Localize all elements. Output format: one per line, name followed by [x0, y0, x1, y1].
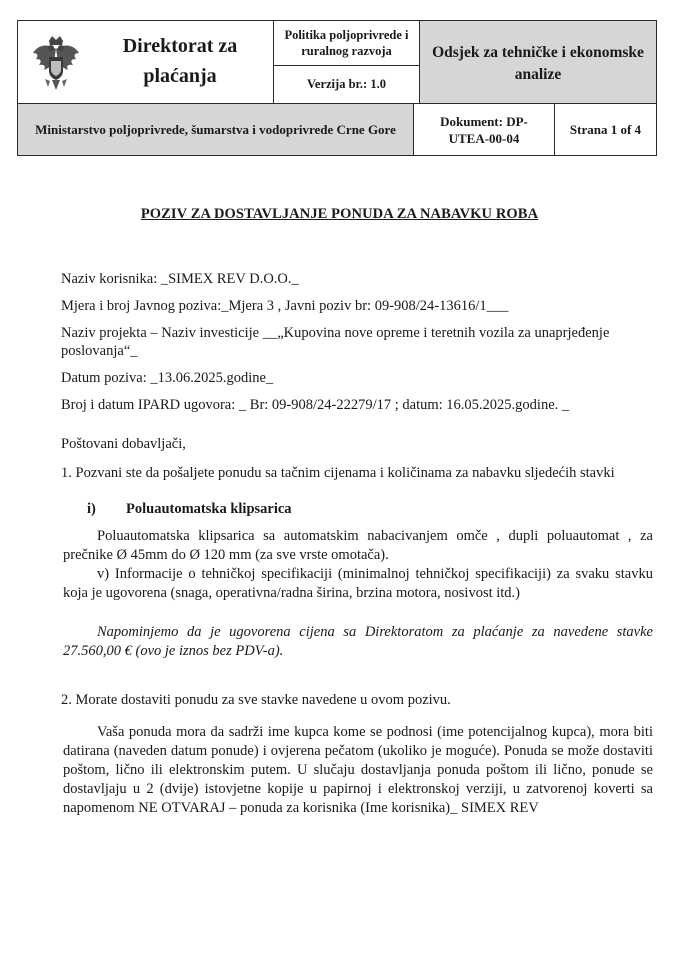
date-line: Datum poziva: _13.06.2025.godine_ — [61, 370, 274, 386]
page-number-cell — [554, 103, 657, 156]
contract-line: Broj i datum IPARD ugovora: _ Br: 09-908/24-22279/17 ; datum: 16.05.2025.godine. _ — [61, 397, 570, 413]
department-name: Odsjek za tehničke i ekonomske analize — [432, 44, 644, 83]
directorate-title: Direktorat za plaćanja — [122, 35, 238, 87]
policy-name: Politika poljoprivrede i ruralnog razvoja — [284, 28, 409, 58]
document-id: Dokument: DP-UTEA-00-04 — [440, 113, 528, 146]
montenegro-coat-of-arms-icon — [32, 35, 80, 91]
item-marker: i) — [87, 501, 96, 517]
ministry-cell — [17, 103, 414, 156]
point-1: 1. Pozvani ste da pošaljete ponudu sa tačnim cijenama i količinama za nabavku sljedećih stavki — [61, 465, 615, 481]
price-note: Napominjemo da je ugovorena cijena sa Direktoratom za plaćanje za navedene stavke 27.560,00 € (ovo je iznos bez PDV-a). — [63, 624, 653, 659]
version-number: Verzija br.: 1.0 — [307, 77, 386, 91]
item-name: Poluautomatska klipsarica — [126, 501, 292, 517]
page-number: Strana 1 of 4 — [569, 121, 642, 137]
beneficiary-line: Naziv korisnika: _SIMEX REV D.O.O._ — [61, 271, 299, 287]
submission-paragraph: Vaša ponuda mora da sadrži ime kupca kome se podnosi (ime potencijalnog kupca), mora biti datirana (naveden datum ponude) i ovjerena pečatom (ukoliko je moguće). Ponuda se može dostaviti poštom, lično ili elektronskim putem. U slučaju dostavljanja ponuda poštom ili lično, ponude se dostavljaju u 2 (dvije) istovjetne kopije u papirnoj i elektronskoj verziji, u zatvorenoj koverti sa napomenom NE OTVARAJ – ponuda za korisnika (Ime korisnika)_ SIMEX REV — [63, 724, 653, 816]
policy-cell — [273, 20, 420, 66]
point-2: 2. Morate dostaviti ponudu za sve stavke navedene u ovom pozivu. — [61, 692, 451, 708]
project-line-1: Naziv projekta – Naziv investicije __„Kupovina nove opreme i teretnih vozila za unaprjeđenje — [61, 325, 610, 341]
document-id-cell — [413, 103, 555, 156]
document-header — [17, 20, 657, 156]
greeting: Poštovani dobavljači, — [61, 436, 186, 452]
document-title: POZIV ZA DOSTAVLJANJE PONUDA ZA NABAVKU ROBA — [140, 206, 539, 222]
department-cell — [419, 20, 657, 104]
item-description: Poluautomatska klipsarica sa automatskim nabacivanjem omče , dupli poluautomat , za prečnike Ø 45mm do Ø 120 mm (za sve vrste omotača). — [63, 528, 653, 563]
item-spec: v) Informacije o tehničkoj specifikaciji (minimalnoj tehničkoj specifikaciji) za svaku stavku koja je ugovorena (snaga, operativna/radna širina, brzina motora, nosivost itd.) — [63, 566, 653, 601]
project-line-2: poslovanja“_ — [61, 343, 138, 359]
version-cell — [273, 65, 420, 104]
ministry-name: Ministarstvo poljoprivrede, šumarstva i vodoprivrede Crne Gore — [35, 121, 396, 137]
measure-line: Mjera i broj Javnog poziva:_Mjera 3 , Javni poziv br: 09-908/24-13616/1___ — [61, 298, 509, 314]
directorate-cell — [17, 20, 274, 104]
